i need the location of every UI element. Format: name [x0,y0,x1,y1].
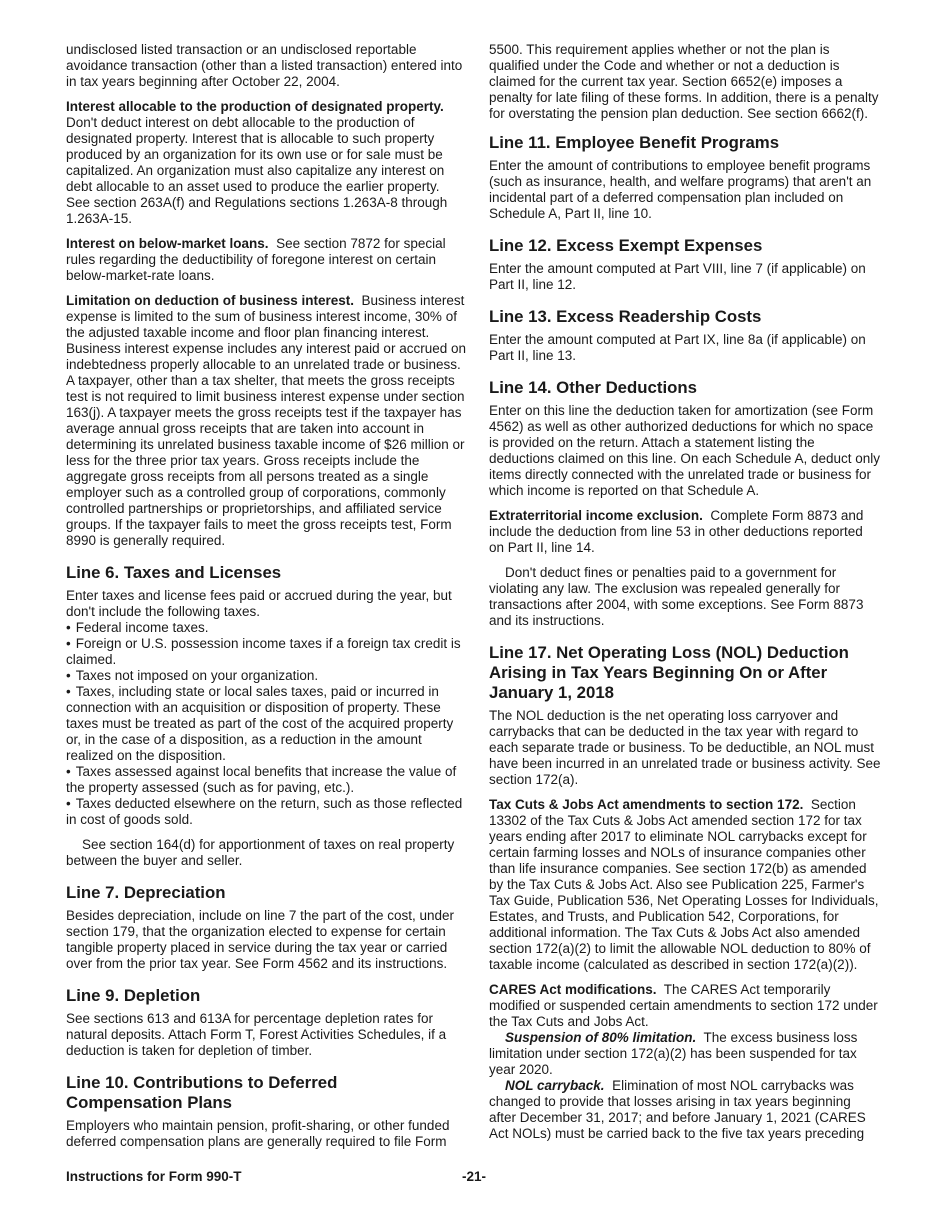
left-column [66,42,466,1159]
run-in-heading: Suspension of 80% limitation. [505,1030,697,1045]
heading-line-10-part2: Compensation Plans [66,1093,232,1112]
paragraph-extraterritorial [489,508,881,556]
heading-line-7: Line 7. Depreciation [66,883,226,902]
line-7-text: Besides depreciation, include on line 7 the part of the cost, under section 179, that the organization elected to expense for certain tangible property placed in service during the tax year or carried over from the prior tax year. See Form 4562 and its instructions. [66,908,454,971]
list-item: • Federal income taxes. [66,620,466,636]
page-number: -21- [462,1169,487,1184]
line-6-note: See section 164(d) for apportionment of taxes on real property between the buyer and seller. [66,837,455,868]
paragraph-text: The excess business loss limitation under section 172(a)(2) has been suspended for tax year 2020. [489,1030,858,1077]
heading-line-12: Line 12. Excess Exempt Expenses [489,236,763,255]
paragraph-text: Don't deduct interest on debt allocable to the production of designated property. Interest that is allocable to such property produced by an organization for its own use or for sale must be capitalized. An organization must also capitalize any interest on debt allocable to an asset used to produce the earlier property. See section 263A(f) and Regulations sections 1.263A-8 through 1.263A-15. [66,115,448,226]
paragraph-text: Elimination of most NOL carrybacks was changed to provide that losses arising in tax years beginning after December 31, 2017; and before January 1, 2021 (CARES Act NOLs) must be carried back to the five tax years preceding [489,1078,866,1141]
run-in-heading: Tax Cuts & Jobs Act amendments to section 172. [489,797,804,812]
paragraph-fines: Don't deduct fines or penalties paid to a government for violating any law. The exclusion was repealed generally for transactions after 2004, with some exceptions. See Form 8873 and its instructions. [489,565,864,628]
paragraph-text: See section 7872 for special rules regarding the deductibility of foregone interest on certain below-market-rate loans. [66,236,446,283]
run-in-heading: CARES Act modifications. [489,982,657,997]
list-item: • Taxes assessed against local benefits that increase the value of the property assessed (such as for paving, etc.). [66,764,466,796]
line-6-exclusions-list [66,620,466,828]
paragraph-below-market-loans [66,236,466,284]
paragraph-tcja-amendments [489,797,881,973]
paragraph-text: Complete Form 8873 and include the deduction from line 53 in other deductions reported on Part II, line 14. [489,508,864,555]
heading-line-17-part3: January 1, 2018 [489,683,615,702]
heading-line-6: Line 6. Taxes and Licenses [66,563,282,582]
run-in-heading: Limitation on deduction of business interest. [66,293,355,308]
heading-line-17-part2: Arising in Tax Years Beginning On or After [489,663,828,682]
line-10-text: Employers who maintain pension, profit-sharing, or other funded deferred compensation plans are generally required to file Form [66,1118,450,1149]
list-item: • Taxes, including state or local sales taxes, paid or incurred in connection with an acquisition or disposition of property. These taxes must be treated as part of the cost of the acquired property or, in the case of a disposition, as a reduction in the amount realized on the disposition. [66,684,466,764]
line-11-text: Enter the amount of contributions to employee benefit programs (such as insurance, health, and welfare programs) that aren't an incidental part of a deferred compensation plan included on Schedule A, Part II, line 10. [489,158,872,221]
right-column [489,42,881,1151]
heading-line-17 [489,643,881,703]
heading-line-13: Line 13. Excess Readership Costs [489,307,762,326]
page-footer [66,1169,881,1187]
heading-line-14: Line 14. Other Deductions [489,378,697,397]
list-item: • Taxes not imposed on your organization. [66,668,466,684]
paragraph-text: The CARES Act temporarily modified or suspended certain amendments to section 172 under the Tax Cuts and Jobs Act. [489,982,878,1029]
paragraph-cares-act [489,982,881,1030]
line-13-text: Enter the amount computed at Part IX, line 8a (if applicable) on Part II, line 13. [489,332,866,363]
run-in-heading: Extraterritorial income exclusion. [489,508,703,523]
paragraph-text: Section 13302 of the Tax Cuts & Jobs Act amended section 172 for tax years ending after 2017 to eliminate NOL carrybacks except for certain farming losses and NOLs of insurance companies other than life insurance companies. See section 172(b) as amended by the Tax Cuts & Jobs Act. Also see Publication 225, Farmer's Tax Guide, Publication 536, Net Operating Losses for Individuals, Estates, and Trusts, and Publication 542, Corporations, for additional information. The Tax Cuts & Jobs Act also amended section 172(a)(2) to limit the allowable NOL deduction to 80% of taxable income (calculated as described in section 172(a)(2)). [489,797,879,972]
heading-line-10 [66,1073,466,1113]
line-17-text: The NOL deduction is the net operating loss carryover and carrybacks that can be deducted in the tax year with regard to each separate trade or business. To be deductible, an NOL must have been incurred in an unrelated trade or business activity. See section 172(a). [489,708,881,787]
list-item: • Foreign or U.S. possession income taxes if a foreign tax credit is claimed. [66,636,466,668]
line-14-text: Enter on this line the deduction taken for amortization (see Form 4562) as well as other authorized deductions for which no space is provided on the return. Attach a statement listing the deductions claimed on this line. On each Schedule A, deduct only items directly connected with the unrelated trade or business for which income is reported on that Schedule A. [489,403,880,498]
line-6-intro: Enter taxes and license fees paid or accrued during the year, but don't include the following taxes. [66,588,452,619]
line-12-text: Enter the amount computed at Part VIII, line 7 (if applicable) on Part II, line 12. [489,261,866,292]
heading-line-10-part1: Line 10. Contributions to Deferred [66,1073,338,1092]
footer-form-title: Instructions for Form 990-T [66,1169,242,1184]
paragraph-text: Business interest expense is limited to the sum of business interest income, 30% of the adjusted taxable income and floor plan financing interest. Business interest expense includes any interest paid or accrued on indebtedness properly allocable to an unrelated trade or business. A taxpayer, other than a tax shelter, that meets the gross receipts test is not required to limit business interest expense under section 163(j). A taxpayer meets the gross receipts test if the taxpayer has average annual gross receipts that are taken into account in determining its unrelated business taxable income of $26 million or less for the three prior tax years. Gross receipts include the aggregate gross receipts from all persons treated as a single employer such as a controlled group of corporations, commonly controlled partnerships or proprietorships, and affiliated service groups. If the taxpayer fails to meet the gross receipts test, Form 8990 is generally required. [66,293,466,548]
paragraph-nol-carryback [489,1078,881,1142]
run-in-heading: NOL carryback. [505,1078,605,1093]
line-9-text: See sections 613 and 613A for percentage depletion rates for natural deposits. Attach Form T, Forest Activities Schedules, if a deduction is taken for depletion of timber. [66,1011,447,1058]
heading-line-11: Line 11. Employee Benefit Programs [489,133,780,152]
paragraph-business-interest-limitation [66,293,466,549]
continued-paragraph: undisclosed listed transaction or an undisclosed reportable avoidance transaction (other than a listed transaction) entered into in tax years beginning after October 22, 2004. [66,42,463,89]
heading-line-17-part1: Line 17. Net Operating Loss (NOL) Deduction [489,643,849,662]
continued-paragraph: 5500. This requirement applies whether or not the plan is qualified under the Code and whether or not a deduction is claimed for the current tax year. Section 6652(e) imposes a penalty for late filing of these forms. In addition, there is a penalty for overstating the pension plan deduction. See section 6662(f). [489,42,879,121]
heading-line-9: Line 9. Depletion [66,986,201,1005]
list-item: • Taxes deducted elsewhere on the return, such as those reflected in cost of goods sold. [66,796,466,828]
run-in-heading: Interest on below-market loans. [66,236,269,251]
run-in-heading: Interest allocable to the production of designated property. [66,99,444,114]
paragraph-designated-property [66,99,466,227]
paragraph-suspension [489,1030,881,1078]
